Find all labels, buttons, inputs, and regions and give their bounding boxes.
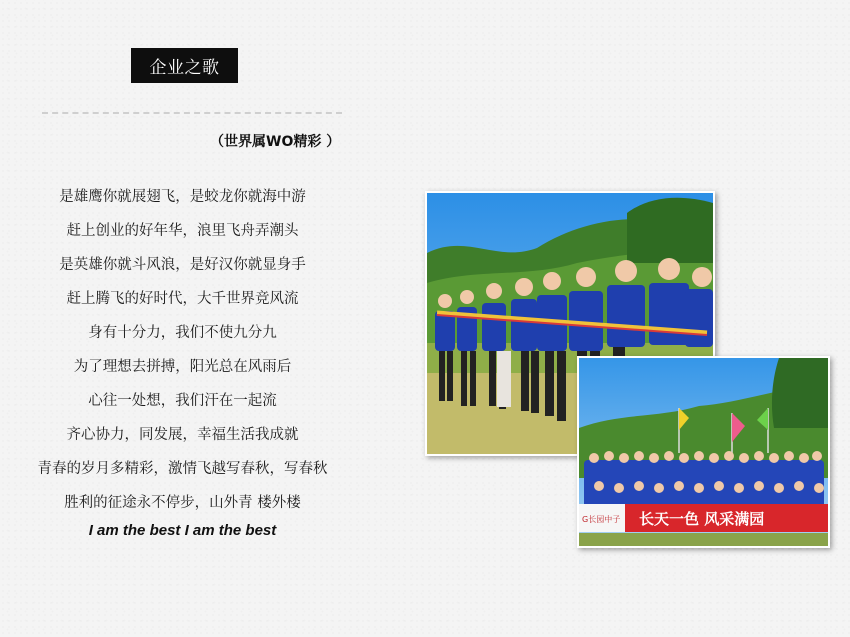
- lyric-line: 是英雄你就斗风浪，是好汉你就显身手: [59, 257, 306, 273]
- song-subtitle: （世界属WO精彩 ）: [210, 134, 341, 150]
- lyric-line: 齐心协力，同发展，幸福生活我成就: [66, 427, 299, 443]
- banner-text: 长天一色 风采满园: [639, 510, 765, 528]
- lyric-line: 身有十分力，我们不使九分九: [88, 325, 277, 341]
- lyric-line: 是雄鹰你就展翅飞，是蛟龙你就海中游: [59, 189, 306, 205]
- lyric-line: 赶上腾飞的好时代，大千世界竞风流: [66, 291, 299, 307]
- lyric-line: 赶上创业的好年华，浪里飞舟弄潮头: [66, 223, 299, 239]
- section-title: 企业之歌: [131, 48, 238, 83]
- lyric-line: 青春的岁月多精彩，激情飞越写春秋，写春秋: [37, 461, 328, 477]
- lyrics-list: [20, 184, 345, 524]
- lyric-line: 胜利的征途永不停步，山外青 楼外楼: [64, 495, 301, 511]
- dashed-divider: [42, 112, 342, 114]
- motto-text: I am the best I am the best: [88, 522, 277, 539]
- photo-team-group: [577, 356, 830, 548]
- lyric-line: 为了理想去拼搏，阳光总在风雨后: [73, 359, 292, 375]
- lyric-line: 心往一处想，我们汗在一起流: [88, 393, 277, 409]
- banner-logo-text: G长园中子: [582, 515, 621, 524]
